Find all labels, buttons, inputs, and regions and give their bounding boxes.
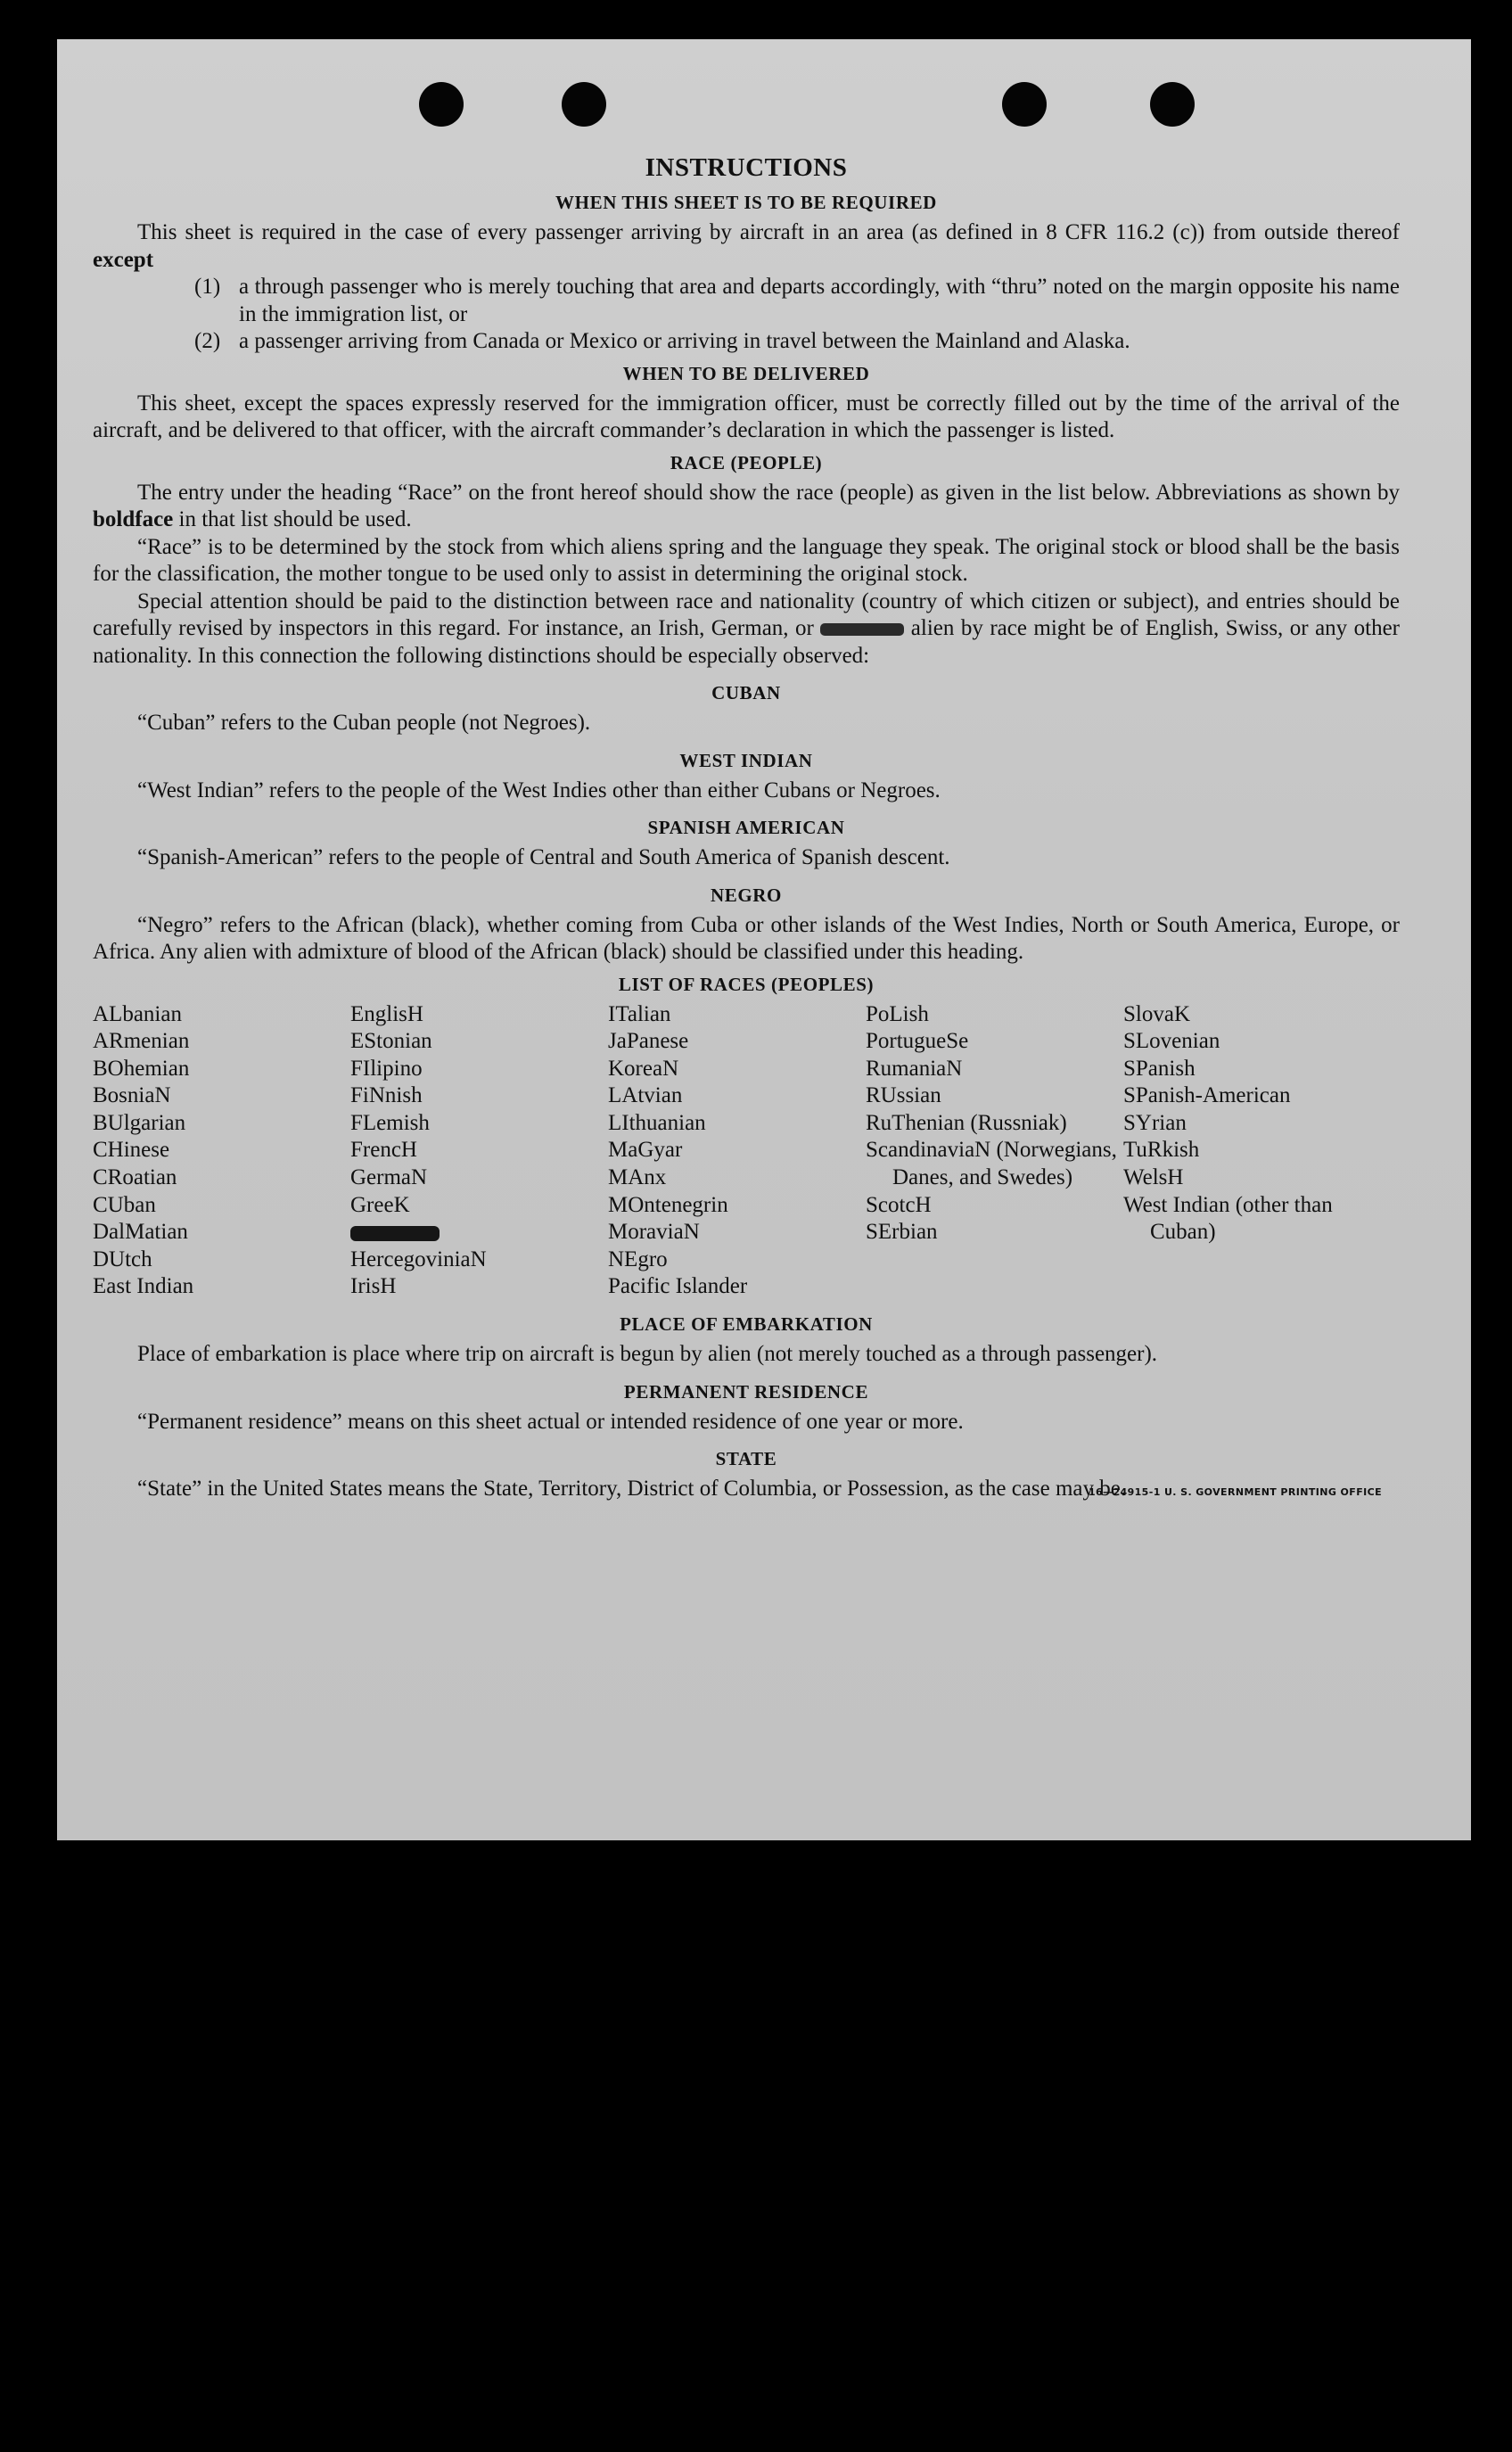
race-entry: BOhemian — [93, 1056, 190, 1081]
race-entry: ScotcH — [866, 1192, 932, 1217]
instructions-content — [93, 153, 1400, 1500]
state-paragraph: “State” in the United States means the State, Territory, District of Columbia, or Possession, as the case may be. — [137, 1477, 1127, 1502]
heading-spanish-american: SPANISH AMERICAN — [647, 817, 845, 838]
race-entry: TuRkish — [1123, 1138, 1200, 1163]
race-entry: MOntenegrin — [608, 1192, 728, 1217]
race-p3-text: Special attention should be paid to the distinction between race and nationality (country of which citizen or subject), and entries should be carefully revised by inspectors in this regard. For instance, an Irish, German, or — [93, 588, 1400, 640]
heading-races-list: LIST OF RACES (PEOPLES) — [618, 973, 875, 995]
race-paragraph-3 — [93, 588, 1400, 671]
required-item-1 — [194, 274, 1400, 328]
race-entry: BosniaN — [93, 1083, 171, 1108]
race-entry: FrencH — [350, 1138, 417, 1163]
race-p1-text: The entry under the heading “Race” on the front hereof should show the race (people) as given in the list below. Abbreviations as shown by — [137, 480, 1400, 505]
race-entry: CRoatian — [93, 1165, 177, 1190]
race-entry: LIthuanian — [608, 1110, 706, 1135]
race-entry: FiNnish — [350, 1083, 423, 1108]
race-p1-bold: boldface — [93, 507, 174, 531]
race-paragraph-2: “Race” is to be determined by the stock from which aliens spring and the language they speak. The original stock or blood shall be the basis for the classification, the mother tongue to be used only to assist in determining the original stock. — [93, 534, 1400, 586]
required-except: except — [93, 247, 154, 272]
item-text: a passenger arriving from Canada or Mexico or arriving in travel between the Mainland and Alaska. — [239, 329, 1130, 353]
race-entry: ScandinaviaN (Norwegians, Danes, and Swedes) — [866, 1138, 1117, 1190]
cuban-paragraph: “Cuban” refers to the Cuban people (not Negroes). — [137, 711, 591, 735]
race-entry: FIlipino — [350, 1056, 423, 1081]
race-entry-redacted — [350, 1219, 608, 1247]
race-entry: BUlgarian — [93, 1110, 186, 1135]
race-entry: ARmenian — [93, 1029, 190, 1054]
race-entry: East Indian — [93, 1274, 194, 1299]
heading-negro: NEGRO — [710, 884, 782, 906]
item-text: a through passenger who is merely touching that area and departs accordingly, with “thru” noted on the margin opposite his name in the immigration list, or — [239, 275, 1400, 326]
heading-cuban: CUBAN — [711, 682, 781, 704]
races-column — [93, 1001, 350, 1302]
race-entry: SLovenian — [1123, 1029, 1220, 1054]
punch-hole — [419, 82, 464, 127]
race-entry: SlovaK — [1123, 1001, 1190, 1026]
heading-state: STATE — [715, 1448, 777, 1470]
heading-delivered: WHEN TO BE DELIVERED — [622, 362, 870, 384]
spanish-american-paragraph: “Spanish-American” refers to the people of Central and South America of Spanish descent. — [137, 845, 950, 869]
race-entry: EStonian — [350, 1029, 432, 1054]
race-entry: RUssian — [866, 1083, 941, 1108]
punch-hole — [562, 82, 606, 127]
race-entry: DUtch — [93, 1247, 152, 1271]
races-column — [608, 1001, 866, 1302]
race-entry: MAnx — [608, 1165, 667, 1190]
race-entry: KoreaN — [608, 1056, 679, 1081]
race-paragraph-1 — [93, 480, 1400, 534]
race-entry: WelsH — [1123, 1165, 1184, 1190]
embarkation-paragraph: Place of embarkation is place where trip on aircraft is begun by alien (not merely touched as a through passenger). — [137, 1342, 1158, 1367]
instruction-sheet — [57, 39, 1471, 1840]
race-entry: GermaN — [350, 1165, 428, 1190]
race-entry: DalMatian — [93, 1220, 188, 1245]
item-number: (2) — [194, 329, 221, 353]
race-entry: FLemish — [350, 1110, 430, 1135]
race-entry: EnglisH — [350, 1001, 423, 1026]
heading-embarkation: PLACE OF EMBARKATION — [620, 1313, 873, 1336]
race-entry: Pacific Islander — [608, 1274, 748, 1299]
race-entry: SPanish-American — [1123, 1083, 1291, 1108]
required-text: This sheet is required in the case of every passenger arriving by aircraft in an area (as defined in 8 CFR 116.2 (c)) from outside thereof — [137, 220, 1400, 244]
delivered-paragraph: This sheet, except the spaces expressly reserved for the immigration officer, must be correctly filled out by the time of the arrival of the aircraft, and be delivered to that officer, with the aircraft commander’s declaration in which the passenger is listed. — [93, 391, 1400, 442]
race-entry: MaGyar — [608, 1138, 683, 1163]
negro-paragraph: “Negro” refers to the African (black), whether coming from Cuba or other islands of the West Indies, North or South America, Europe, or Africa. Any alien with admixture of blood of the African (black) should be classified under this heading. — [93, 912, 1400, 964]
race-entry: RumaniaN — [866, 1056, 963, 1081]
heading-residence: PERMANENT RESIDENCE — [623, 1380, 869, 1403]
race-entry: NEgro — [608, 1247, 668, 1271]
race-entry: JaPanese — [608, 1029, 689, 1054]
races-column — [350, 1001, 608, 1302]
race-entry: PortugueSe — [866, 1029, 969, 1054]
races-column — [1123, 1001, 1391, 1302]
race-entry: IrisH — [350, 1274, 397, 1299]
race-entry: ITalian — [608, 1001, 671, 1026]
heading-required: WHEN THIS SHEET IS TO BE REQUIRED — [555, 192, 937, 213]
race-entry: CUban — [93, 1192, 156, 1217]
race-entry: RuThenian (Russniak) — [866, 1110, 1067, 1135]
races-list — [93, 1001, 1400, 1302]
race-entry: GreeK — [350, 1192, 410, 1217]
race-entry: SYrian — [1123, 1110, 1187, 1135]
race-entry: West Indian (other than Cuban) — [1123, 1192, 1333, 1245]
redaction-mark — [350, 1226, 440, 1241]
punch-hole — [1002, 82, 1047, 127]
item-number: (1) — [194, 275, 221, 299]
page-title: INSTRUCTIONS — [645, 153, 848, 182]
west-indian-paragraph: “West Indian” refers to the people of the West Indies other than either Cubans or Negroes. — [137, 778, 941, 802]
redaction-mark — [820, 623, 904, 636]
punch-hole — [1150, 82, 1195, 127]
print-code: 16—24915-1 U. S. GOVERNMENT PRINTING OFFICE — [1088, 1485, 1382, 1498]
heading-west-indian: WEST INDIAN — [679, 749, 813, 771]
heading-race: RACE (PEOPLE) — [670, 451, 823, 473]
race-p1-after: in that list should be used. — [173, 507, 412, 531]
race-entry: SPanish — [1123, 1056, 1196, 1081]
race-entry: ALbanian — [93, 1001, 182, 1026]
race-entry: HercegoviniaN — [350, 1247, 487, 1271]
required-paragraph — [93, 219, 1400, 274]
race-entry: CHinese — [93, 1138, 170, 1163]
race-entry: SErbian — [866, 1220, 938, 1245]
race-p3-after: alien by race might be of English, Swiss, or any other nationality. In this connection the following distinctions should be especially observed: — [93, 616, 1401, 668]
race-entry: PoLish — [866, 1001, 929, 1026]
required-item-2 — [194, 328, 1400, 356]
race-entry: LAtvian — [608, 1083, 683, 1108]
race-entry: MoraviaN — [608, 1220, 700, 1245]
races-column — [866, 1001, 1123, 1302]
residence-paragraph: “Permanent residence” means on this sheet actual or intended residence of one year or more. — [137, 1409, 964, 1434]
